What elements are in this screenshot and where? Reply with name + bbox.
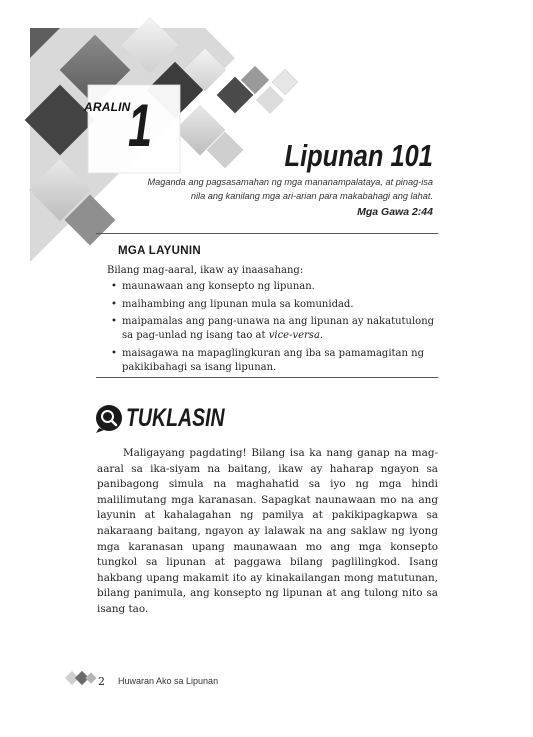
footer-book-title: Huwaran Ako sa Lipunan <box>118 676 219 686</box>
objectives-top-rule <box>96 233 438 234</box>
objectives-heading: MGA LAYUNIN <box>118 245 201 257</box>
epigraph-source: Mga Gawa 2:44 <box>357 206 433 218</box>
lesson-number: 1 <box>128 92 153 159</box>
epigraph-quote: Maganda ang pagsasamahan ng mga mananampalataya, at pinag-isa nila ang kanilang mga ari-arian para makabahagi ang lahat. <box>147 177 433 201</box>
objective-item: • maisagawa na mapaglingkuran ang iba sa pamamagitan ng pakikibahagi sa isang lipunan. <box>111 347 424 373</box>
objective-item: • maihambing ang lipunan mula sa komunidad. <box>111 298 354 310</box>
magnifier-icon <box>95 404 123 434</box>
objective-item: • maipamalas ang pang-unawa na ang lipunan ay nakatutulong sa pag-unlad ng isang tao at vice-versa. <box>111 316 435 341</box>
objectives-bottom-rule <box>96 377 438 378</box>
objective-item: • maunawaan ang konsepto ng lipunan. <box>111 281 315 292</box>
tuklasin-paragraph: Maligayang pagdating! Bilang isa ka nang ganap na mag-aaral sa ika-siyam na baitang, ikaw ay haharap ngayon sa panibagong simula na maghahatid sa iyo ng mga hindi malilimutang mga karanasan. Sapagkat naunawaan mo na ang layunin at kahalagahan ng pamilya at pakikipagkapwa sa nakaraang baitang, ngayon ay lalawak na ang saklaw ng iyong mga karanasan upang maunawaan mo ang mga konsepto tungkol sa lipunan at paggawa bilang paglilingkod. Isang hakbang upang makamit ito ay kinakailangan mong matutunan, bilang panimula, ang konsepto ng lipunan at ang tulong nito sa isang tao. <box>97 447 438 615</box>
page-number: 2 <box>98 675 105 688</box>
lesson-label: ARALIN <box>84 100 131 114</box>
objectives-intro: Bilang mag-aaral, ikaw ay inaasahang: <box>107 265 304 276</box>
lesson-title: Lipunan 101 <box>284 138 433 173</box>
section-title-tuklasin: TUKLASIN <box>126 404 225 432</box>
header-decoration <box>0 0 533 280</box>
objectives-list <box>107 280 437 378</box>
footer-decoration <box>62 667 98 689</box>
